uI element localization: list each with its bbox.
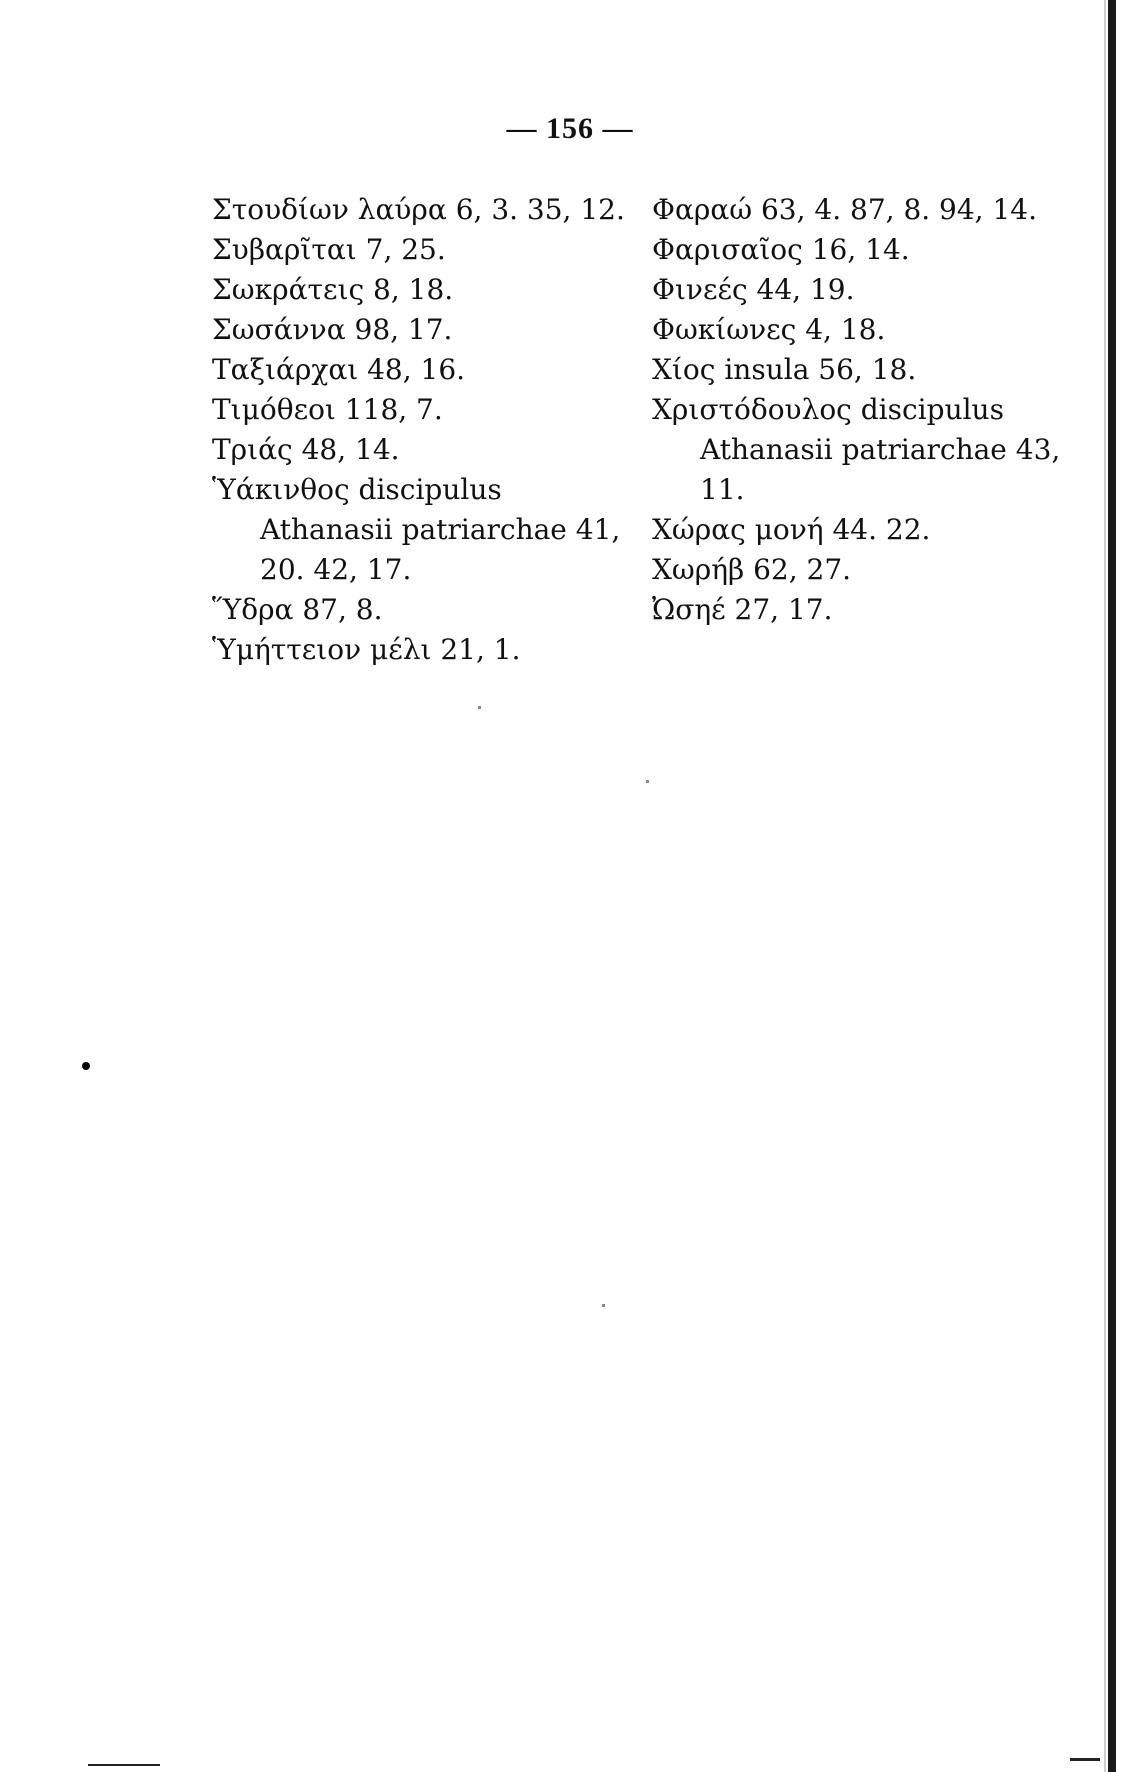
index-column-right (652, 190, 1072, 630)
index-entry: Σωκράτεις 8, 18. (212, 273, 454, 306)
index-column-left (212, 190, 632, 670)
scan-edge-bar (1108, 0, 1116, 1772)
index-entry: Φαρισαῖος 16, 14. (652, 233, 910, 266)
index-entry: Χριστόδουλος discipulus Athanasii patriarchae 43, 11. (652, 393, 1061, 506)
index-entry: Χωρήβ 62, 27. (652, 553, 852, 586)
ink-speck (478, 706, 481, 709)
index-entry: Ὑάκινθος discipulus Athanasii patriarchae 41, 20. 42, 17. (212, 473, 621, 586)
ink-speck (602, 1304, 605, 1307)
index-entry: Τιμόθεοι 118, 7. (212, 393, 443, 426)
bottom-rule (1070, 1758, 1100, 1761)
index-entry: Φινεές 44, 19. (652, 273, 855, 306)
page-number: — 156 — (506, 112, 634, 145)
scan-edge-shadow (1104, 0, 1106, 1772)
index-entry: Χώρας μονή 44. 22. (652, 513, 931, 546)
ink-dot (82, 1062, 90, 1070)
index-entry: Στουδίων λαύρα 6, 3. 35, 12. (212, 193, 625, 226)
index-entry: Τριάς 48, 14. (212, 433, 400, 466)
index-entry: Συβαρῖται 7, 25. (212, 233, 446, 266)
index-entry: Φαραώ 63, 4. 87, 8. 94, 14. (652, 193, 1038, 226)
index-entry: Χίος insula 56, 18. (652, 353, 917, 386)
index-entry: Φωκίωνες 4, 18. (652, 313, 886, 346)
index-entry: Ὑμήττειον μέλι 21, 1. (212, 633, 521, 666)
ink-speck (646, 780, 649, 783)
index-entry: Σωσάννα 98, 17. (212, 313, 453, 346)
bottom-rule (88, 1764, 160, 1766)
index-entry: Ὕδρα 87, 8. (212, 593, 383, 626)
index-entry: Ταξιάρχαι 48, 16. (212, 353, 466, 386)
index-entry: Ὠσηέ 27, 17. (652, 593, 833, 626)
